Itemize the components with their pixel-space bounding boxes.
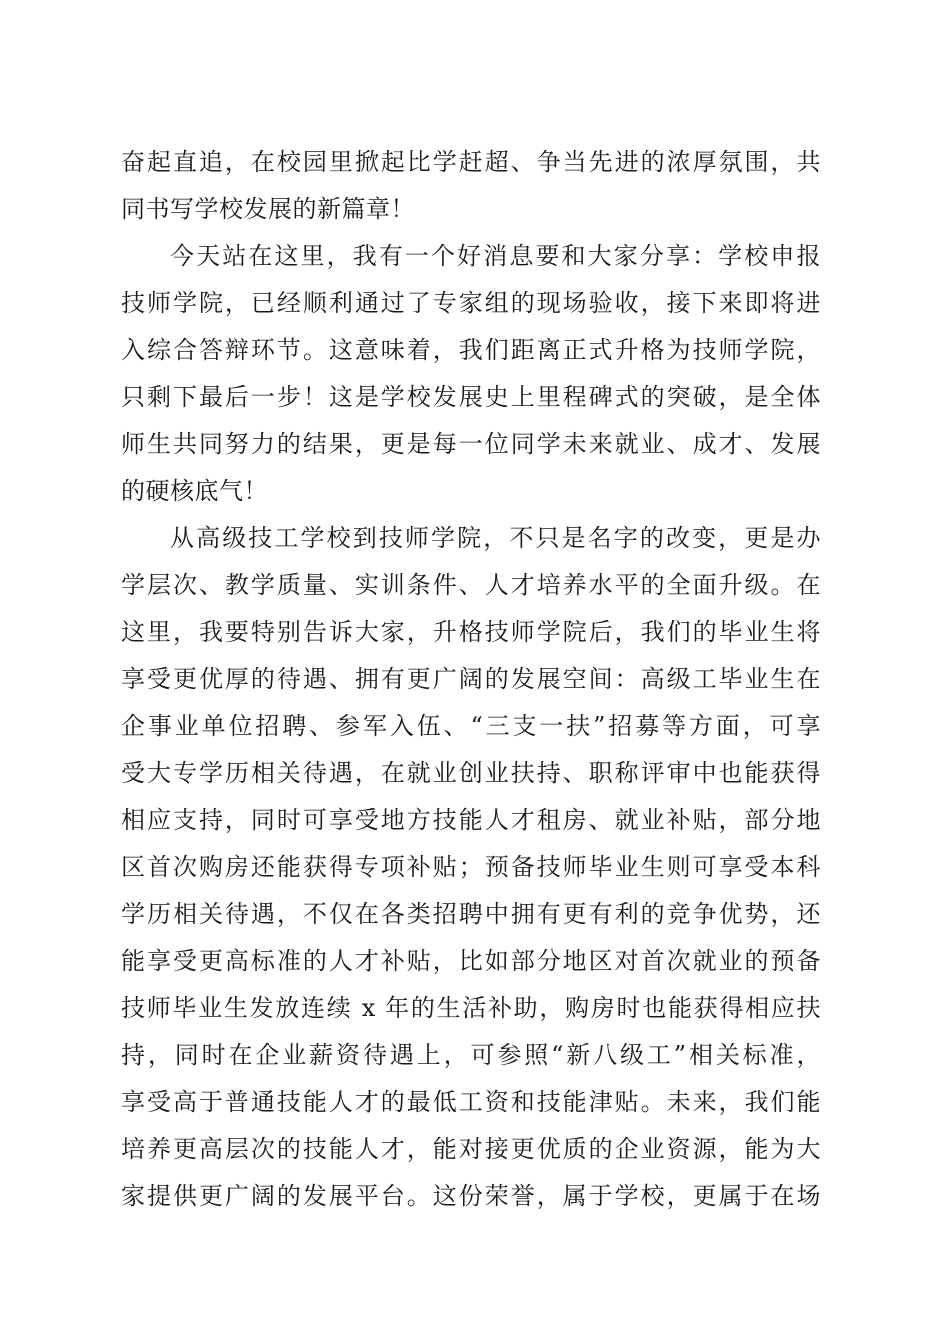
- text-line: 持，同时在企业薪资待遇上，可参照“新八级工”相关标准，: [121, 1041, 821, 1069]
- text-line: 企事业单位招聘、参军入伍、“三支一扶”招募等方面，可享: [121, 712, 821, 740]
- text-line: 从高级技工学校到技师学院，不只是名字的改变，更是办: [170, 524, 821, 552]
- text-line: 家提供更广阔的发展平台。这份荣誉，属于学校，更属于在场: [121, 1182, 821, 1210]
- text-line: 学历相关待遇，不仅在各类招聘中拥有更有利的竞争优势，还: [121, 900, 821, 928]
- text-line: 相应支持，同时可享受地方技能人才租房、就业补贴，部分地: [121, 806, 821, 834]
- text-line: 今天站在这里，我有一个好消息要和大家分享：学校申报: [170, 242, 821, 270]
- text-line: 培养更高层次的技能人才，能对接更优质的企业资源，能为大: [121, 1135, 821, 1163]
- text-line: 同书写学校发展的新篇章！: [121, 195, 415, 223]
- text-line: 享受更优厚的待遇、拥有更广阔的发展空间：高级工毕业生在: [121, 665, 821, 693]
- text-line: 入综合答辩环节。这意味着，我们距离正式升格为技师学院，: [121, 336, 821, 364]
- text-line: 技师学院，已经顺利通过了专家组的现场验收，接下来即将进: [121, 289, 821, 317]
- body-text: [121, 139, 821, 1220]
- text-line: 区首次购房还能获得专项补贴；预备技师毕业生则可享受本科: [121, 853, 821, 881]
- text-line: 的硬核底气！: [121, 477, 268, 505]
- text-line: 能享受更高标准的人才补贴，比如部分地区对首次就业的预备: [121, 947, 821, 975]
- text-line: 师生共同努力的结果，更是每一位同学未来就业、成才、发展: [121, 430, 821, 458]
- text-line: 只剩下最后一步！这是学校发展史上里程碑式的突破，是全体: [121, 383, 821, 411]
- text-line: 受大专学历相关待遇，在就业创业扶持、职称评审中也能获得: [121, 759, 821, 787]
- paragraph-2: [121, 233, 821, 515]
- paragraph-1: [121, 139, 821, 233]
- paragraph-3: [121, 515, 821, 1220]
- text-line: 奋起直追，在校园里掀起比学赶超、争当先进的浓厚氛围，共: [121, 148, 821, 176]
- text-line: 学层次、教学质量、实训条件、人才培养水平的全面升级。在: [121, 571, 821, 599]
- text-line: 技师毕业生发放连续 x 年的生活补助，购房时也能获得相应扶: [121, 994, 821, 1022]
- text-line: 这里，我要特别告诉大家，升格技师学院后，我们的毕业生将: [121, 618, 821, 646]
- text-line: 享受高于普通技能人才的最低工资和技能津贴。未来，我们能: [121, 1088, 821, 1116]
